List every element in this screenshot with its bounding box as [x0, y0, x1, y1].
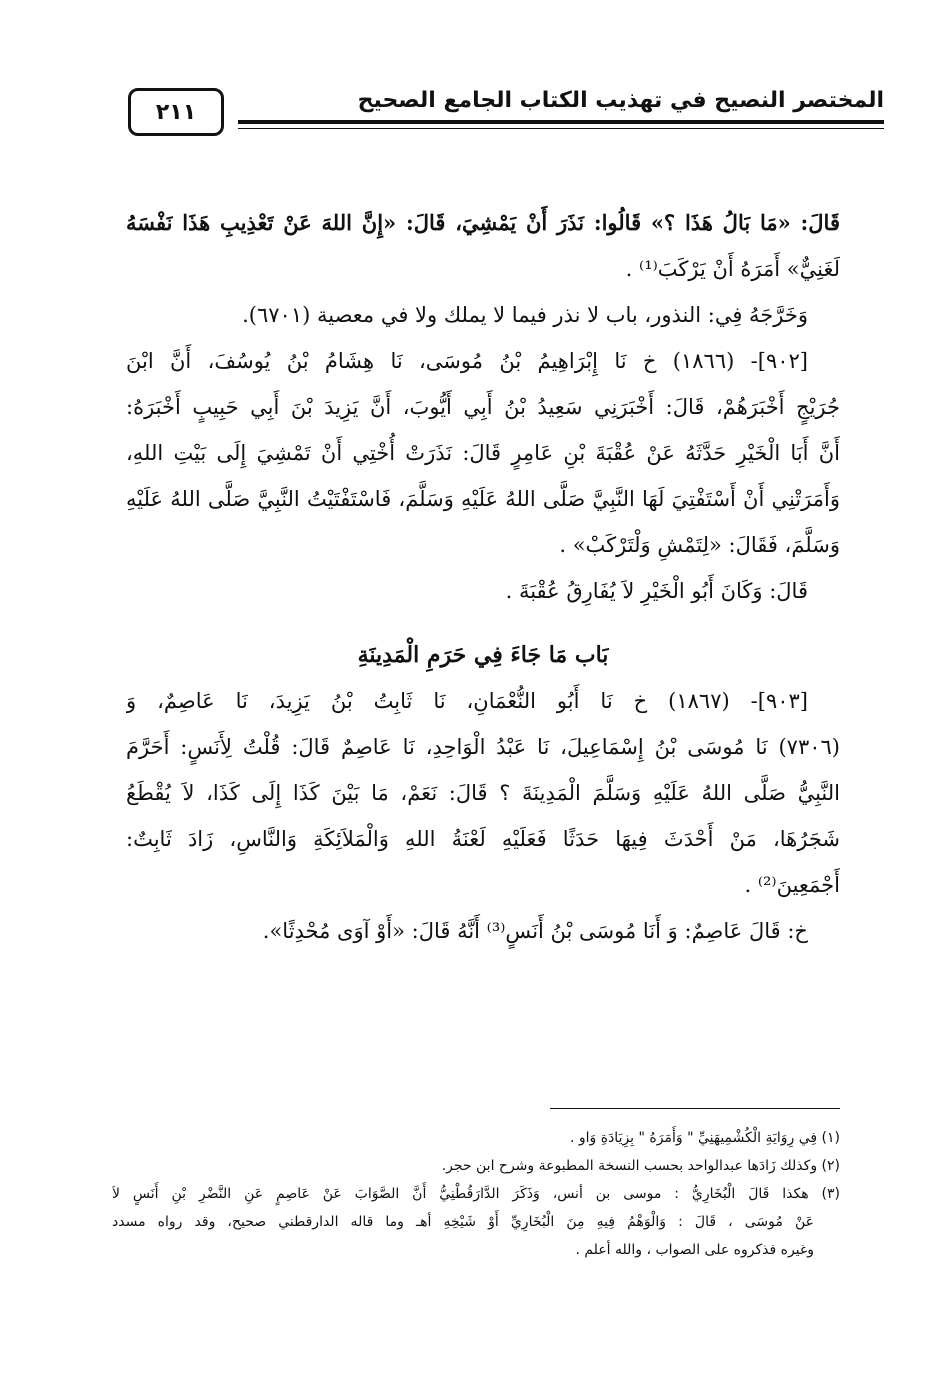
footnote-3: (٣) هكذا قَالَ الْبُخَارِيُّ : موسى بن أنس، وَذَكَرَ الدَّارَقُطْنِيُّ أَنَّ الصَّوَابَ عَنْ عَاصِمٍ عَنِ النَّضْرِ بْنِ أَنَسٍ لاَ: [112, 1186, 840, 1202]
chapter-title: بَاب مَا جَاءَ فِي حَرَمِ الْمَدِينَةِ: [357, 642, 609, 668]
header-rule-thin: [238, 128, 884, 129]
text-line: (٧٣٠٦) نَا مُوسَى بْنُ إِسْمَاعِيلَ، نَا عَبْدُ الْوَاحِدِ، نَا عَاصِمٌ قَالَ: قُلْتُ لِأَنَسٍ: أَحَرَّمَ: [126, 735, 840, 759]
text-line: شَجَرُهَا، مَنْ أَحْدَثَ فِيهَا حَدَثًا فَعَلَيْهِ لَعْنَةُ اللهِ وَالْمَلاَئِكَةِ وَالنَّاسِ، زَادَ ثَابِتٌ:: [126, 827, 840, 851]
text-line: وَأَمَرَتْنِي أَنْ أَسْتَفْتِيَ لَهَا النَّبِيَّ صَلَّى اللهُ عَلَيْهِ وَسَلَّمَ، فَاسْتَفْتَيْتُ النَّبِيَّ صَلَّى اللهُ عَلَيْهِ: [126, 487, 840, 511]
footnote-separator: [550, 1108, 840, 1109]
text-line: وَخَرَّجَهُ فِي: النذور، باب لا نذر فيما لا يملك ولا في معصية (٦٧٠١).: [242, 303, 808, 327]
text-line: لَغَنِيٌّ» أَمَرَهُ أَنْ يَرْكَبَ⁽¹⁾ .: [625, 257, 840, 281]
main-text: [126, 200, 840, 954]
text-line: خ: قَالَ عَاصِمٌ: وَ أَنَا مُوسَى بْنُ أَنَسٍ⁽³⁾ أَنَّهُ قَالَ: «أَوْ آوَى مُحْدِثًا».: [262, 919, 808, 943]
text-line: أَنَّ أَبَا الْخَيْرِ حَدَّثَهُ عَنْ عُقْبَةَ بْنِ عَامِرٍ قَالَ: نَذَرَتْ أُخْتِي أَنْ تَمْشِيَ إِلَى بَيْتِ اللهِ،: [126, 441, 840, 465]
footnotes: [112, 1124, 840, 1264]
hadith-902-line: [٩٠٢]- (١٨٦٦) خ نَا إِبْرَاهِيمُ بْنُ مُوسَى، نَا هِشَامُ بْنُ يُوسُفَ، أَنَّ ابْنَ: [126, 349, 808, 373]
footnote-3-continued: عَنْ مُوسَى ، قَالَ : وَالْوَهْمُ فِيهِ مِنَ الْبُخَارِيِّ أَوْ شَيْخِهِ أهـ وما قاله الدارقطني صحيح، وقد رواه مسدد: [112, 1214, 814, 1230]
running-title: المختصر النصيح في تهذيب الكتاب الجامع الصحيح: [357, 88, 884, 113]
text-line: وَسَلَّمَ، فَقَالَ: «لِتَمْشِ وَلْتَرْكَبْ» .: [559, 533, 840, 557]
footnote-2: (٢) وكذلك زَادَها عبدالواحد بحسب النسخة المطبوعة وشرح ابن حجر.: [441, 1158, 840, 1174]
page-header: [128, 84, 884, 144]
footnote-3-continued: وغيره فذكروه على الصواب ، والله أعلم .: [575, 1242, 814, 1258]
page-number: ٢١١: [128, 88, 224, 136]
header-rule-thick: [238, 120, 884, 124]
text-line: النَّبِيُّ صَلَّى اللهُ عَلَيْهِ وَسَلَّمَ الْمَدِينَةَ ؟ قَالَ: نَعَمْ، مَا بَيْنَ كَذَا إِلَى كَذَا، لاَ يُقْطَعُ: [126, 781, 840, 805]
text-line: أَجْمَعِينَ⁽²⁾ .: [744, 873, 840, 897]
text-line: قَالَ: وَكَانَ أَبُو الْخَيْرِ لاَ يُفَارِقُ عُقْبَةَ .: [505, 579, 808, 603]
hadith-903-line: [٩٠٣]- (١٨٦٧) خ نَا أَبُو النُّعْمَانِ، نَا ثَابِتُ بْنُ يَزِيدَ، نَا عَاصِمٌ، وَ: [126, 689, 808, 713]
text-line: جُرَيْجٍ أَخْبَرَهُمْ، قَالَ: أَخْبَرَنِي سَعِيدُ بْنُ أَبِي أَيُّوبَ، أَنَّ يَزِيدَ بْنَ أَبِي حَبِيبٍ أَخْبَرَهُ:: [126, 395, 840, 419]
footnote-1: (١) فِي رِوَايَةِ الْكُشْمِيهَنِيِّ " وَأَمَرَهُ " بِزِيَادَةِ وَاو .: [569, 1130, 840, 1146]
text-line: قَالَ: «مَا بَالُ هَذَا ؟» قَالُوا: نَذَرَ أَنْ يَمْشِيَ، قَالَ: «إِنَّ اللهَ عَنْ تَعْذِيبِ هَذَا نَفْسَهُ: [126, 210, 840, 235]
